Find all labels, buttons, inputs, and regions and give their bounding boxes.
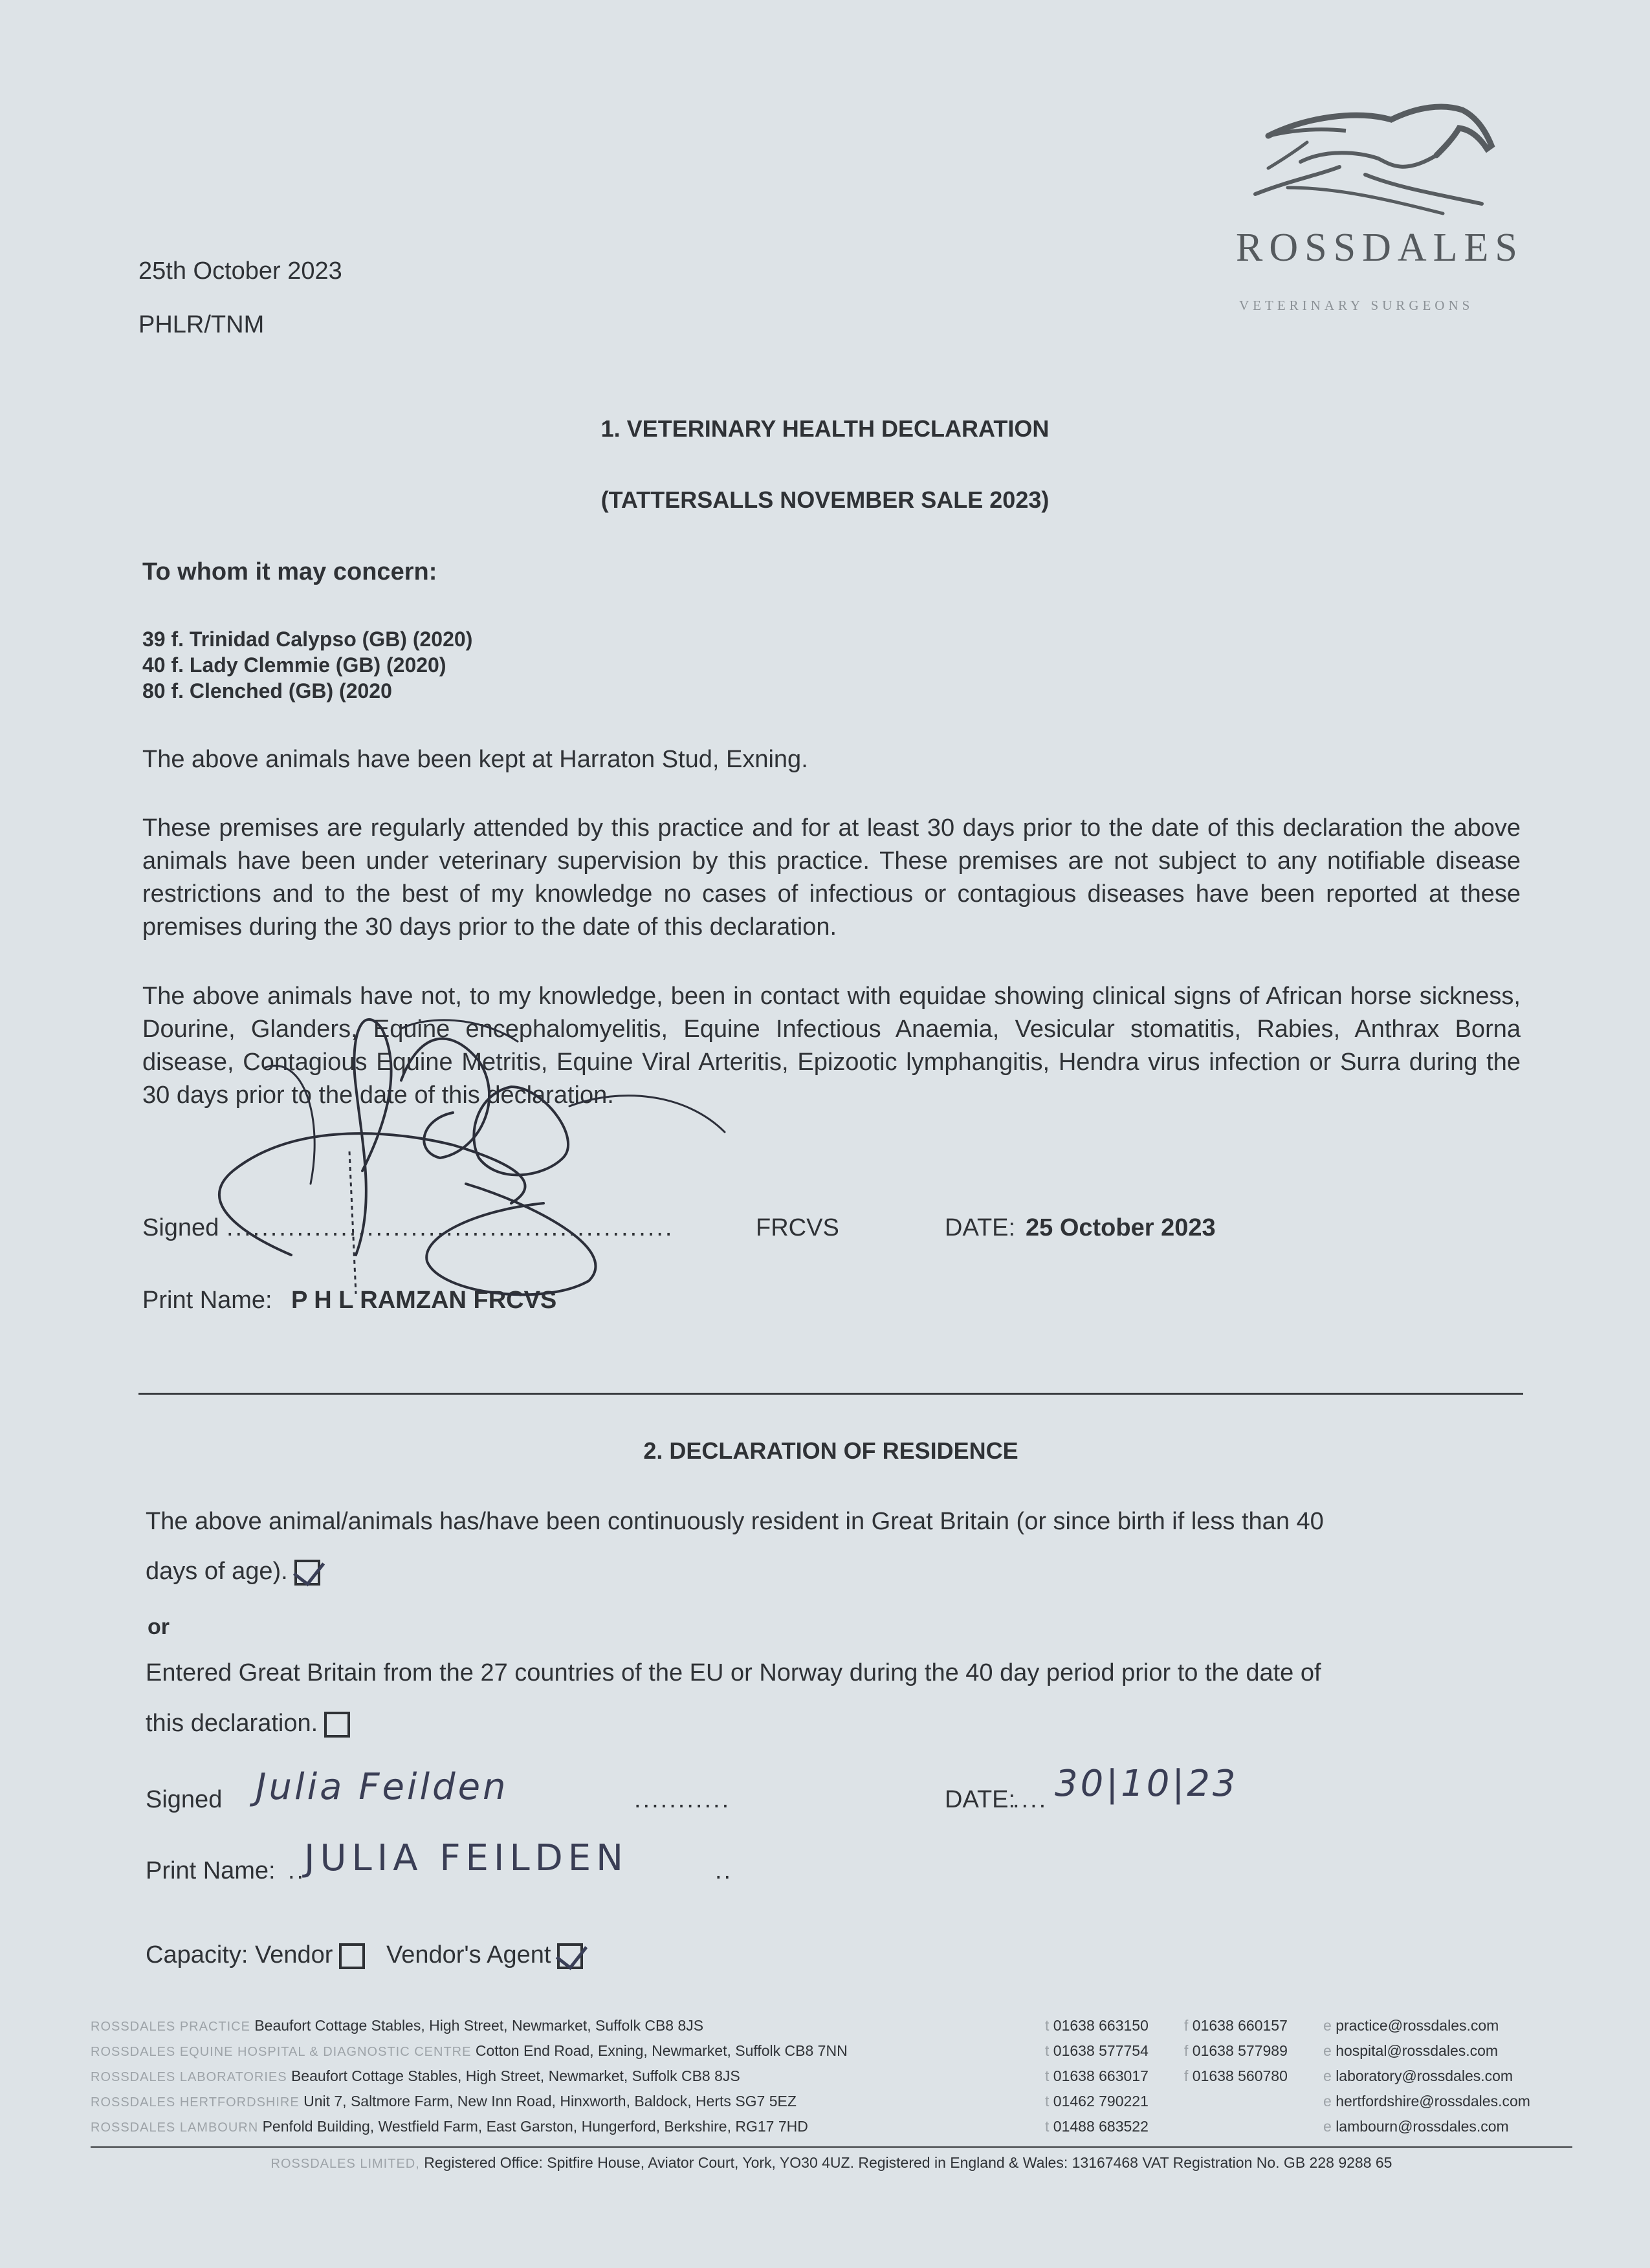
office-fax: 01638 560780 [1192, 2067, 1288, 2084]
office-row [91, 2013, 1499, 2038]
frcvs-label: FRCVS [756, 1214, 839, 1241]
tel-prefix: t [1045, 2093, 1050, 2110]
fax-prefix: f [1184, 2042, 1189, 2059]
office-row [91, 2064, 1513, 2089]
office-address: Beaufort Cottage Stables, High Street, Newmarket, Suffolk CB8 8JS [254, 2017, 704, 2034]
office-label: ROSSDALES LABORATORIES [91, 2070, 287, 2084]
residence-date-line: .... [1013, 1786, 1048, 1813]
office-label: ROSSDALES LAMBOURN [91, 2121, 259, 2135]
residence-option2-line2: this declaration. [146, 1710, 318, 1737]
registered-label: ROSSDALES LIMITED, [270, 2157, 420, 2171]
contact-paragraph: The above animals have not, to my knowledge, been in contact with equidae showing clinical signs of African horse sickness, Dourine, Glanders, Equine encephalomyelitis, Equine Infectious Anaemia, Vesicular stomatitis, Rabies, Anthrax Borna disease, Contagious Equine Metritis, Equine Viral Arteritis, Epizootic lymphangitis, Hendra virus infection or Surra during the 30 days prior to the date of this declaration. [142, 983, 1521, 1109]
office-email: hertfordshire@rossdales.com [1336, 2093, 1530, 2110]
vendor-checkbox[interactable] [339, 1943, 365, 1969]
tel-prefix: t [1045, 2118, 1050, 2135]
section1-subtitle: (TATTERSALLS NOVEMBER SALE 2023) [600, 486, 1050, 513]
office-email: lambourn@rossdales.com [1336, 2118, 1509, 2135]
office-address: Cotton End Road, Exning, Newmarket, Suffolk CB8 7NN [475, 2042, 848, 2059]
tel-prefix: t [1045, 2017, 1050, 2034]
logo-name: ROSSDALES [1236, 226, 1524, 270]
capacity-vendor-label: Capacity: Vendor [146, 1941, 333, 1968]
salutation: To whom it may concern: [142, 558, 437, 585]
office-address: Unit 7, Saltmore Farm, New Inn Road, Hinxworth, Baldock, Herts SG7 5EZ [303, 2093, 797, 2110]
email-prefix: e [1323, 2017, 1332, 2034]
office-email: practice@rossdales.com [1336, 2017, 1499, 2034]
vet-signature [207, 990, 789, 1300]
office-tel: 01638 577754 [1053, 2042, 1149, 2059]
residence-signed-label: Signed [146, 1786, 223, 1813]
registered-text: Registered Office: Spitfire House, Aviator Court, York, YO30 4UZ. Registered in England & Wales: 13167468 VAT Registration No. GB 228 9288 65 [424, 2154, 1392, 2171]
office-tel: 01462 790221 [1053, 2093, 1149, 2110]
letter-date: 25th October 2023 [138, 257, 342, 285]
vet-signature-line: ................................................... [226, 1214, 674, 1241]
section2-title: 2. DECLARATION OF RESIDENCE [643, 1437, 1018, 1464]
residence-print-value: JULIA FEILDEN [304, 1837, 629, 1879]
office-row [91, 2089, 1530, 2114]
email-prefix: e [1323, 2067, 1332, 2084]
letter-reference: PHLR/TNM [138, 311, 265, 338]
section-divider [138, 1393, 1523, 1395]
tel-prefix: t [1045, 2042, 1050, 2059]
email-prefix: e [1323, 2042, 1332, 2059]
residence-print-label: Print Name: [146, 1857, 276, 1884]
email-prefix: e [1323, 2118, 1332, 2135]
supervision-paragraph: These premises are regularly attended by this practice and for at least 30 days prior to the date of this declaration the above animals have been under veterinary supervision by this practice. These premises are not subject to any notifiable disease restrictions and to the best of my knowledge no cases of infectious or contagious diseases have been reported at these premises during the 30 days prior to the date of this declaration. [142, 814, 1521, 941]
office-tel: 01638 663150 [1053, 2017, 1149, 2034]
residence-signature: Julia Feilden [256, 1766, 509, 1808]
office-row [91, 2038, 1499, 2064]
fax-prefix: f [1184, 2067, 1189, 2084]
section1-title: 1. VETERINARY HEALTH DECLARATION [600, 415, 1050, 442]
vet-date-label: DATE: [945, 1214, 1016, 1241]
animals-list [142, 626, 472, 704]
office-tel: 01488 683522 [1053, 2118, 1149, 2135]
residence-date-label: DATE: [945, 1786, 1016, 1813]
office-address: Beaufort Cottage Stables, High Street, Newmarket, Suffolk CB8 8JS [291, 2067, 740, 2084]
residence-date-value: 30|10|23 [1055, 1763, 1238, 1805]
office-address: Penfold Building, Westfield Farm, East Garston, Hungerford, Berkshire, RG17 7HD [262, 2118, 808, 2135]
office-label: ROSSDALES EQUINE HOSPITAL & DIAGNOSTIC CENTRE [91, 2045, 472, 2059]
residence-option1-line2: days of age). [146, 1558, 288, 1585]
office-tel: 01638 663017 [1053, 2067, 1149, 2084]
footer-divider [91, 2146, 1572, 2148]
vendors-agent-checkbox[interactable] [557, 1943, 583, 1969]
residence-signature-line: ........... [634, 1786, 731, 1813]
residence-print-lead: .. [288, 1857, 306, 1884]
vet-print-label: Print Name: [142, 1287, 272, 1314]
capacity-row [146, 1939, 583, 1971]
kept-at-paragraph: The above animals have been kept at Harraton Stud, Exning. [142, 746, 808, 773]
fax-prefix: f [1184, 2017, 1189, 2034]
entered-eu-checkbox[interactable] [324, 1712, 350, 1738]
residence-print-trail: .. [715, 1857, 733, 1884]
vendors-agent-label: Vendor's Agent [386, 1941, 551, 1968]
residence-option1-row [146, 1556, 320, 1587]
office-label: ROSSDALES PRACTICE [91, 2020, 250, 2034]
rossdales-logo [1216, 91, 1540, 317]
residence-option1-line1: The above animal/animals has/have been continuously resident in Great Britain (or since birth if less than 40 [146, 1508, 1324, 1535]
horse-logo-icon [1229, 91, 1527, 220]
animal-item: 80 f. Clenched (GB) (2020 [142, 679, 392, 703]
tel-prefix: t [1045, 2067, 1050, 2084]
vet-date-value: 25 October 2023 [1026, 1214, 1216, 1241]
office-fax: 01638 660157 [1192, 2017, 1288, 2034]
resident-checkbox[interactable] [294, 1560, 320, 1586]
animal-item: 40 f. Lady Clemmie (GB) (2020) [142, 653, 446, 677]
office-email: laboratory@rossdales.com [1336, 2067, 1513, 2084]
office-email: hospital@rossdales.com [1336, 2042, 1499, 2059]
or-label: or [148, 1615, 170, 1639]
office-row [91, 2114, 1509, 2139]
office-fax: 01638 577989 [1192, 2042, 1288, 2059]
residence-option2-row [146, 1708, 350, 1739]
registered-office [91, 2150, 1572, 2177]
email-prefix: e [1323, 2093, 1332, 2110]
office-label: ROSSDALES HERTFORDSHIRE [91, 2095, 300, 2110]
vet-print-value: P H L RAMZAN FRCVS [291, 1287, 557, 1314]
animal-item: 39 f. Trinidad Calypso (GB) (2020) [142, 627, 473, 651]
logo-tagline: VETERINARY SURGEONS [1239, 298, 1474, 313]
vet-signed-label: Signed [142, 1214, 219, 1241]
residence-option2-line1: Entered Great Britain from the 27 countries of the EU or Norway during the 40 day period prior to the date of [146, 1659, 1321, 1686]
footer-offices [91, 2013, 1530, 2139]
